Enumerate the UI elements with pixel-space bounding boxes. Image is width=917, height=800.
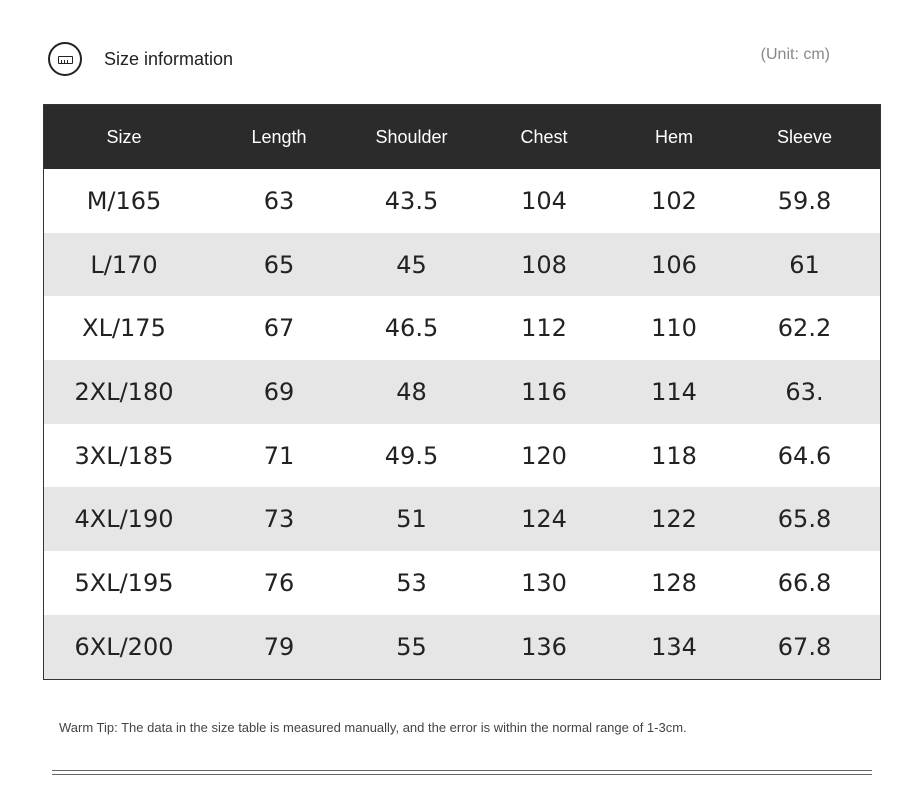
table-cell: 114: [651, 377, 697, 406]
column-header-size: Size: [106, 126, 142, 147]
column-header-hem: Hem: [654, 126, 693, 147]
table-cell: 45: [396, 250, 427, 279]
table-cell: 4XL/190: [74, 505, 174, 534]
table-cell: 67.8: [777, 632, 832, 661]
table-cell: 134: [651, 632, 697, 661]
column-header-shoulder: Shoulder: [375, 126, 448, 147]
table-cell: 43.5: [384, 186, 439, 215]
column-header-length: Length: [251, 126, 307, 147]
page-title: Size information: [104, 49, 234, 69]
table-cell: 122: [651, 505, 697, 534]
table-cell: 49.5: [384, 441, 439, 470]
table-cell: 65: [263, 250, 295, 279]
column-header-sleeve: Sleeve: [776, 126, 833, 147]
table-header-row: [44, 105, 880, 169]
table-cell: 66.8: [777, 568, 832, 597]
size-table: [43, 104, 881, 680]
size-info-header: [48, 38, 878, 104]
table-cell: 55: [396, 632, 427, 661]
table-cell: 73: [263, 505, 295, 534]
table-cell: 61: [789, 250, 820, 279]
table-row: [44, 169, 880, 233]
table-row: [44, 487, 880, 551]
table-cell: 136: [521, 632, 567, 661]
table-cell: 76: [263, 568, 295, 597]
table-cell: 59.8: [777, 186, 832, 215]
table-cell: 128: [651, 568, 697, 597]
table-cell: XL/175: [82, 314, 166, 343]
table-cell: 3XL/185: [74, 441, 174, 470]
table-cell: 46.5: [384, 314, 439, 343]
table-cell: 120: [521, 441, 567, 470]
table-cell: 65.8: [777, 505, 832, 534]
table-cell: 108: [521, 250, 567, 279]
table-cell: 63.: [785, 377, 824, 406]
table-cell: 67: [263, 314, 295, 343]
table-cell: 63: [263, 186, 295, 215]
table-cell: 116: [521, 377, 567, 406]
table-row: [44, 233, 880, 297]
bottom-divider: [52, 770, 872, 775]
table-cell: 48: [396, 377, 427, 406]
table-row: [44, 424, 880, 488]
table-cell: 106: [651, 250, 697, 279]
table-cell: 62.2: [777, 314, 832, 343]
table-cell: M/165: [86, 186, 162, 215]
table-cell: 79: [263, 632, 295, 661]
table-cell: 53: [396, 568, 427, 597]
table-row: [44, 360, 880, 424]
ruler-icon: [48, 42, 82, 76]
warm-tip-note: Warm Tip: The data in the size table is measured manually, and the error is within the normal range of 1-3cm.: [59, 720, 687, 735]
table-cell: 69: [263, 377, 295, 406]
table-cell: 112: [521, 314, 567, 343]
table-row: [44, 296, 880, 360]
table-cell: 118: [651, 441, 697, 470]
table-cell: 110: [651, 314, 697, 343]
table-row: [44, 551, 880, 615]
table-cell: 130: [521, 568, 567, 597]
table-cell: L/170: [90, 250, 158, 279]
table-cell: 5XL/195: [74, 568, 174, 597]
table-cell: 2XL/180: [74, 377, 174, 406]
unit-label: (Unit: cm): [760, 46, 830, 63]
table-cell: 64.6: [777, 441, 832, 470]
table-cell: 104: [521, 186, 567, 215]
table-row: [44, 615, 880, 679]
table-cell: 51: [396, 505, 427, 534]
table-cell: 102: [651, 186, 697, 215]
table-cell: 71: [263, 441, 295, 470]
table-cell: 6XL/200: [74, 632, 174, 661]
table-cell: 124: [521, 505, 567, 534]
column-header-chest: Chest: [520, 126, 568, 147]
